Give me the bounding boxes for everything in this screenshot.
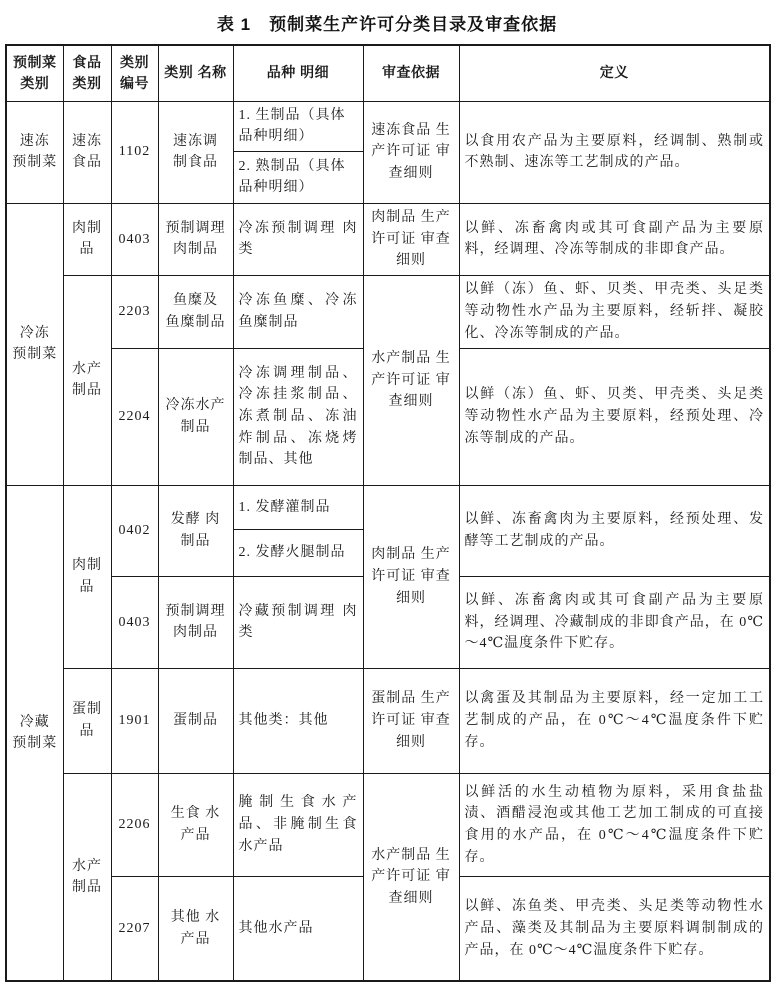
cell-definition-2206: 以鲜活的水生动植物为原料，采用食盐盐渍、酒醋浸泡或其他工艺加工制成的可直接食用的水产品，在 0℃～4℃温度条件下贮存。 (459, 773, 770, 876)
cell-code-1901: 1901 (111, 668, 158, 773)
cell-name-2204: 冷冻水产 制品 (158, 348, 233, 485)
cell-variety-0403-frozen: 冷冻预制调理 肉类 (233, 203, 363, 275)
cell-definition-1102: 以食用农产品为主要原料，经调制、熟制或不熟制、速冻等工艺制成的产品。 (459, 101, 770, 203)
cell-variety-0402-sausage: 1. 发酵灌制品 (233, 485, 363, 529)
cell-food-sudong: 速冻 食品 (63, 101, 111, 203)
cell-food-egg: 蛋制 品 (63, 668, 111, 773)
header-food-category: 食品 类别 (63, 45, 111, 101)
cell-code-1102: 1102 (111, 101, 158, 203)
cell-name-0403-frozen: 预制调理 肉制品 (158, 203, 233, 275)
cell-variety-2204: 冷冻调理制品、冷冻挂浆制品、冻煮制品、冻油炸制品、冻烧烤制品、其他 (233, 348, 363, 485)
cell-basis-meat-chilled: 肉制品 生产许可证 审查细则 (363, 485, 459, 668)
cell-category-sudong: 速冻 预制菜 (6, 101, 63, 203)
table-row (6, 773, 770, 876)
header-review-basis: 审查依据 (363, 45, 459, 101)
table-row (6, 101, 770, 151)
license-catalog-table (5, 44, 771, 982)
header-category: 预制菜 类别 (6, 45, 63, 101)
cell-basis-aquatic-chilled: 水产制品 生产许可证 审查细则 (363, 773, 459, 981)
header-name: 类别 名称 (158, 45, 233, 101)
cell-variety-1901: 其他类：其他 (233, 668, 363, 773)
cell-name-0403-chilled: 预制调理 肉制品 (158, 576, 233, 668)
cell-name-2207: 其他 水产品 (158, 876, 233, 981)
cell-category-lengdong: 冷冻 预制菜 (6, 203, 63, 485)
cell-code-2203: 2203 (111, 275, 158, 348)
cell-variety-2203: 冷冻鱼糜、冷冻鱼糜制品 (233, 275, 363, 348)
cell-code-0402: 0402 (111, 485, 158, 576)
cell-variety-1102-cooked: 2. 熟制品（具体品种明细） (233, 151, 363, 203)
header-variety: 品种 明细 (233, 45, 363, 101)
cell-variety-2207: 其他水产品 (233, 876, 363, 981)
table-row (6, 275, 770, 348)
cell-variety-0403-chilled: 冷藏预制调理 肉类 (233, 576, 363, 668)
cell-category-lengcang: 冷藏 预制菜 (6, 485, 63, 981)
cell-name-0402: 发酵 肉制品 (158, 485, 233, 576)
cell-name-1102: 速冻调 制食品 (158, 101, 233, 203)
cell-definition-0402: 以鲜、冻畜禽肉为主要原料，经预处理、发酵等工艺制成的产品。 (459, 485, 770, 576)
cell-food-aquatic-frozen: 水产 制品 (63, 275, 111, 485)
cell-definition-2204: 以鲜（冻）鱼、虾、贝类、甲壳类、头足类等动物性水产品为主要原料，经预处理、冷冻等制成的产品。 (459, 348, 770, 485)
cell-name-2206: 生食 水产品 (158, 773, 233, 876)
cell-definition-1901: 以禽蛋及其制品为主要原料，经一定加工工艺制成的产品，在 0℃～4℃温度条件下贮存。 (459, 668, 770, 773)
cell-basis-sudong: 速冻食品 生产许可证 审查细则 (363, 101, 459, 203)
cell-name-1901: 蛋制品 (158, 668, 233, 773)
header-row (6, 45, 770, 101)
cell-code-0403-chilled: 0403 (111, 576, 158, 668)
cell-definition-0403-chilled: 以鲜、冻畜禽肉或其可食副产品为主要原料，经调理、冷藏制成的非即食产品，在 0℃～4℃温度条件下贮存。 (459, 576, 770, 668)
cell-basis-meat-frozen: 肉制品 生产许可证 审查细则 (363, 203, 459, 275)
cell-variety-0402-ham: 2. 发酵火腿制品 (233, 529, 363, 576)
cell-code-0403-frozen: 0403 (111, 203, 158, 275)
table-row (6, 485, 770, 529)
cell-basis-egg: 蛋制品 生产许可证 审查细则 (363, 668, 459, 773)
cell-food-meat-chilled: 肉制 品 (63, 485, 111, 668)
cell-definition-0403-frozen: 以鲜、冻畜禽肉或其可食副产品为主要原料，经调理、冷冻等制成的非即食产品。 (459, 203, 770, 275)
cell-basis-aquatic-frozen: 水产制品 生产许可证 审查细则 (363, 275, 459, 485)
table-title: 表 1 预制菜生产许可分类目录及审查依据 (216, 15, 558, 34)
cell-definition-2203: 以鲜（冻）鱼、虾、贝类、甲壳类、头足类等动物性水产品为主要原料，经斩拌、凝胶化、冷冻等制成的产品。 (459, 275, 770, 348)
cell-code-2207: 2207 (111, 876, 158, 981)
header-definition: 定义 (459, 45, 770, 101)
cell-food-aquatic-chilled: 水产 制品 (63, 773, 111, 981)
cell-definition-2207: 以鲜、冻鱼类、甲壳类、头足类等动物性水产品、藻类及其制品为主要原料调制制成的产品，在 0℃～4℃温度条件下贮存。 (459, 876, 770, 981)
cell-name-2203: 鱼糜及 鱼糜制品 (158, 275, 233, 348)
cell-food-meat-frozen: 肉制 品 (63, 203, 111, 275)
cell-code-2206: 2206 (111, 773, 158, 876)
cell-variety-1102-raw: 1. 生制品（具体品种明细） (233, 101, 363, 151)
cell-code-2204: 2204 (111, 348, 158, 485)
header-code: 类别 编号 (111, 45, 158, 101)
table-row (6, 668, 770, 773)
table-row (6, 203, 770, 275)
cell-variety-2206: 腌制生食水产品、非腌制生食水产品 (233, 773, 363, 876)
